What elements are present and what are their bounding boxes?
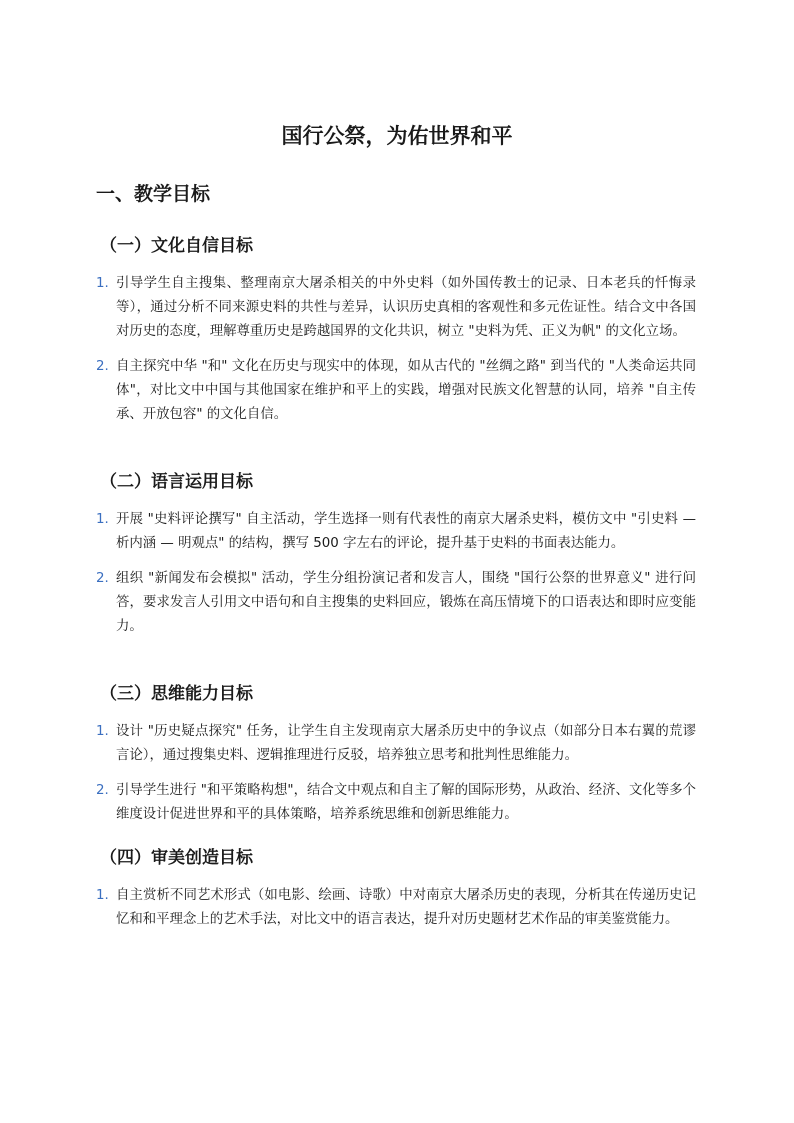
- list-item: [96, 508, 696, 556]
- list-number: 2.: [96, 359, 109, 374]
- thinking-ability-list: [96, 720, 696, 838]
- list-item-text: 自主探究中华 "和" 文化在历史与现实中的体现，如从古代的 "丝绸之路" 到当代的 "人类命运共同体"，对比文中中国与其他国家在维护和平上的实践，增强对民族文化智慧的认同，培养 "自主传承、开放包容" 的文化自信。: [116, 359, 696, 422]
- list-number: 2.: [96, 571, 109, 586]
- subsection-heading-thinking-ability: （三）思维能力目标: [100, 684, 253, 704]
- list-item: [96, 272, 696, 344]
- list-item-text: 引导学生自主搜集、整理南京大屠杀相关的中外史料（如外国传教士的记录、日本老兵的忏悔录等），通过分析不同来源史料的共性与差异，认识历史真相的客观性和多元佐证性。结合文中各国对历史的态度，理解尊重历史是跨越国界的文化共识，树立 "史料为凭、正义为帆" 的文化立场。: [116, 276, 696, 339]
- aesthetic-creation-list: [96, 884, 696, 943]
- list-number: 1.: [96, 276, 109, 291]
- list-item-text: 自主赏析不同艺术形式（如电影、绘画、诗歌）中对南京大屠杀历史的表现，分析其在传递历史记忆和和平理念上的艺术手法，对比文中的语言表达，提升对历史题材艺术作品的审美鉴赏能力。: [116, 888, 696, 927]
- list-item-text: 开展 "史料评论撰写" 自主活动，学生选择一则有代表性的南京大屠杀史料，模仿文中 "引史料 — 析内涵 — 明观点" 的结构，撰写 500 字左右的评论，提升基于史料的书面表达能力。: [116, 512, 696, 551]
- list-number: 1.: [96, 724, 109, 739]
- subsection-heading-cultural-confidence: （一）文化自信目标: [100, 236, 253, 256]
- list-item: [96, 355, 696, 427]
- list-item: [96, 720, 696, 768]
- list-item: [96, 884, 696, 932]
- list-item-text: 引导学生进行 "和平策略构想"，结合文中观点和自主了解的国际形势，从政治、经济、文化等多个维度设计促进世界和平的具体策略，培养系统思维和创新思维能力。: [116, 783, 696, 822]
- language-use-list: [96, 508, 696, 650]
- subsection-heading-aesthetic-creation: （四）审美创造目标: [100, 848, 253, 868]
- list-item: [96, 567, 696, 639]
- document-title: 国行公祭，为佑世界和平: [281, 124, 513, 148]
- list-number: 2.: [96, 783, 109, 798]
- list-item-text: 组织 "新闻发布会模拟" 活动，学生分组扮演记者和发言人，围绕 "国行公祭的世界意义" 进行问答，要求发言人引用文中语句和自主搜集的史料回应，锻炼在高压情境下的口语表达和即时应变能力。: [116, 571, 696, 634]
- subsection-heading-language-use: （二）语言运用目标: [100, 472, 253, 492]
- section-heading-teaching-goals: 一、教学目标: [96, 183, 211, 205]
- list-number: 1.: [96, 888, 109, 903]
- cultural-confidence-list: [96, 272, 696, 438]
- list-item-text: 设计 "历史疑点探究" 任务，让学生自主发现南京大屠杀历史中的争议点（如部分日本右翼的荒谬言论），通过搜集史料、逻辑推理进行反驳，培养独立思考和批判性思维能力。: [116, 724, 696, 763]
- list-item: [96, 779, 696, 827]
- list-number: 1.: [96, 512, 109, 527]
